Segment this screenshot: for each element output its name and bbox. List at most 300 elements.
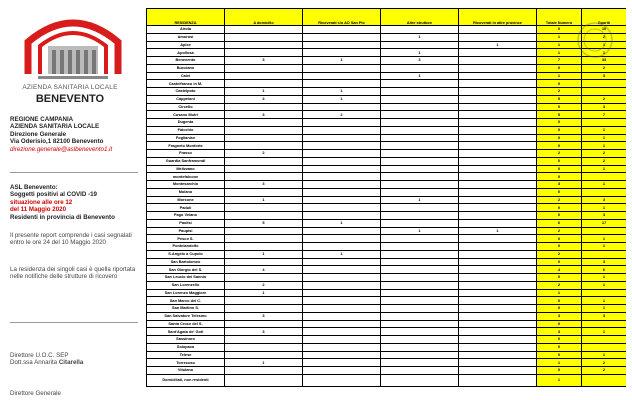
row-cell [381, 126, 459, 134]
row-cell [225, 297, 303, 305]
row-cell [225, 72, 303, 80]
note1: Il presente report comprende i casi segnalati entro le ore 24 del 10 Maggio 2020 [10, 232, 132, 247]
row-cell [303, 134, 381, 142]
row-cell [582, 250, 627, 258]
address: Via Oderisio,1 82100 Benevento [10, 138, 104, 146]
row-cell: 0 [537, 157, 582, 165]
table-row [147, 367, 627, 375]
row-cell [381, 359, 459, 367]
table-row [147, 134, 627, 142]
row-residenza: Faicchio [147, 126, 225, 134]
report-title1: ASL Benevento: [10, 184, 58, 191]
row-cell [303, 235, 381, 243]
row-cell: 5 [225, 219, 303, 227]
row-cell [381, 212, 459, 220]
row-cell [459, 26, 537, 34]
row-cell: 0 [537, 258, 582, 266]
row-cell [225, 49, 303, 57]
row-cell: 0 [537, 64, 582, 72]
row-cell: 7 [582, 111, 627, 119]
table-row [147, 336, 627, 344]
row-cell [303, 281, 381, 289]
table-row [147, 173, 627, 181]
row-cell [459, 64, 537, 72]
row-cell [459, 281, 537, 289]
row-cell [303, 367, 381, 375]
table-row [147, 212, 627, 220]
row-cell [225, 173, 303, 181]
row-cell [459, 359, 537, 367]
row-cell [381, 157, 459, 165]
row-cell [459, 328, 537, 336]
table-row [147, 204, 627, 212]
row-residenza: Molano [147, 188, 225, 196]
row-cell: 1 [582, 281, 627, 289]
row-cell: 3 [225, 57, 303, 65]
row-cell [225, 258, 303, 266]
row-residenza: Pontelandolfo [147, 243, 225, 251]
row-cell: 1 [537, 72, 582, 80]
row-cell [381, 150, 459, 158]
row-cell: 6 [537, 219, 582, 227]
header-residenza: RESIDENZA [147, 9, 225, 26]
row-cell: 2 [537, 88, 582, 96]
row-cell [225, 367, 303, 375]
row-residenza: Circello [147, 103, 225, 111]
row-cell: 0 [537, 165, 582, 173]
row-cell [303, 196, 381, 204]
row-cell [381, 95, 459, 103]
table-row [147, 343, 627, 351]
row-cell [459, 343, 537, 351]
table-row [147, 72, 627, 80]
row-cell [459, 312, 537, 320]
row-cell [303, 274, 381, 282]
row-cell: 3 [582, 72, 627, 80]
row-cell [582, 336, 627, 344]
row-cell: 1 [537, 359, 582, 367]
row-cell [459, 49, 537, 57]
row-cell [459, 157, 537, 165]
row-cell [225, 165, 303, 173]
row-residenza: Benevento [147, 57, 225, 65]
row-cell [303, 227, 381, 235]
row-cell: 1 [582, 274, 627, 282]
row-cell [381, 297, 459, 305]
table-row [147, 266, 627, 274]
row-cell [459, 173, 537, 181]
header-san-pio: Ricoverati c/o AO San Pio [303, 9, 381, 26]
table-row [147, 57, 627, 65]
row-cell: 3 [537, 312, 582, 320]
row-cell [303, 305, 381, 313]
row-cell [381, 111, 459, 119]
row-cell [303, 126, 381, 134]
row-cell [459, 219, 537, 227]
row-residenza: Airola [147, 26, 225, 34]
row-cell [459, 204, 537, 212]
row-residenza: Sant'Agata de' Goti [147, 328, 225, 336]
row-cell [225, 134, 303, 142]
row-residenza: Apice [147, 41, 225, 49]
row-cell [225, 157, 303, 165]
row-cell [459, 134, 537, 142]
row-cell [459, 88, 537, 96]
row-cell [459, 188, 537, 196]
row-cell [381, 41, 459, 49]
cases-table [146, 8, 626, 400]
row-cell [303, 212, 381, 220]
row-cell: 1 [303, 250, 381, 258]
row-cell [225, 41, 303, 49]
row-cell: 1 [582, 165, 627, 173]
row-cell [459, 297, 537, 305]
table-row [147, 243, 627, 251]
header-guariti: Guariti [582, 9, 627, 26]
row-cell [381, 165, 459, 173]
row-cell [303, 165, 381, 173]
row-cell: 2 [582, 367, 627, 375]
table-row [147, 219, 627, 227]
dept: Direzione Generale [10, 130, 67, 138]
row-cell: 2 [537, 150, 582, 158]
row-cell [459, 95, 537, 103]
row-cell: 0 [537, 80, 582, 88]
row-cell [225, 80, 303, 88]
row-cell: 4 [225, 95, 303, 103]
row-residenza: San Lorenzello [147, 281, 225, 289]
row-cell [459, 212, 537, 220]
table-row [147, 359, 627, 367]
sidebar [0, 0, 140, 400]
note2: La residenza dei singoli casi è quella riportata nelle notifiche delle strutture di ricovero [10, 266, 136, 281]
sign2-role: Direttore Generale [10, 390, 61, 397]
row-cell [225, 212, 303, 220]
row-cell [225, 33, 303, 41]
row-cell: 3 [582, 212, 627, 220]
row-residenza: Fragneto Monforte [147, 142, 225, 150]
row-residenza: Santa Croce del S. [147, 320, 225, 328]
row-cell: 1 [303, 219, 381, 227]
row-cell [225, 235, 303, 243]
row-cell [582, 374, 627, 386]
row-residenza: Cappelani [147, 95, 225, 103]
table-row [147, 126, 627, 134]
row-cell [225, 336, 303, 344]
row-cell [225, 126, 303, 134]
row-cell [225, 274, 303, 282]
row-cell [459, 126, 537, 134]
row-cell [459, 274, 537, 282]
row-cell: 0 [537, 367, 582, 375]
row-residenza: Paupisi [147, 227, 225, 235]
row-cell: 0 [537, 212, 582, 220]
row-cell: 1 [537, 33, 582, 41]
row-cell [303, 49, 381, 57]
table-row [147, 157, 627, 165]
row-cell [459, 150, 537, 158]
row-cell [459, 57, 537, 65]
row-cell [303, 80, 381, 88]
header-domicilio: A domicilio [225, 9, 303, 26]
row-cell [303, 41, 381, 49]
table-row [147, 119, 627, 127]
row-cell: 1 [381, 227, 459, 235]
row-cell [582, 227, 627, 235]
row-cell: 2 [582, 150, 627, 158]
row-cell: 3 [225, 328, 303, 336]
row-cell [381, 274, 459, 282]
row-cell [381, 26, 459, 34]
row-cell [303, 297, 381, 305]
row-residenza: San Salvatore Telesino [147, 312, 225, 320]
row-cell [303, 320, 381, 328]
row-cell [225, 119, 303, 127]
row-cell: 1 [303, 95, 381, 103]
row-cell: 33 [582, 57, 627, 65]
row-cell: 10 [582, 26, 627, 34]
row-cell: 3 [582, 103, 627, 111]
row-cell: 1 [582, 297, 627, 305]
row-cell [303, 289, 381, 297]
row-cell [381, 305, 459, 313]
row-residenza: Morcone [147, 196, 225, 204]
row-residenza: San Marco dei C. [147, 297, 225, 305]
header-totale: Totale Numero [537, 9, 582, 26]
row-residenza: Solopaca [147, 343, 225, 351]
row-cell [459, 235, 537, 243]
row-cell: 1 [459, 41, 537, 49]
row-cell [459, 80, 537, 88]
row-cell [459, 181, 537, 189]
row-cell [225, 227, 303, 235]
row-cell [303, 181, 381, 189]
row-cell [381, 88, 459, 96]
row-residenza: Domiciliati, non residenti [147, 374, 225, 386]
row-residenza: Paduli [147, 204, 225, 212]
row-cell: 2 [537, 250, 582, 258]
row-cell: 3 [582, 312, 627, 320]
row-cell [381, 266, 459, 274]
row-cell [459, 258, 537, 266]
row-cell: 1 [582, 181, 627, 189]
table-row [147, 33, 627, 41]
row-cell [381, 80, 459, 88]
row-cell [303, 374, 381, 386]
row-cell [459, 250, 537, 258]
row-cell [381, 235, 459, 243]
row-cell [225, 142, 303, 150]
row-cell [381, 173, 459, 181]
table-row [147, 196, 627, 204]
row-cell [381, 289, 459, 297]
row-cell: 0 [537, 173, 582, 181]
table-row [147, 165, 627, 173]
row-residenza: San Giorgio del S. [147, 266, 225, 274]
row-cell: 0 [537, 320, 582, 328]
row-cell: 1 [582, 204, 627, 212]
table-row [147, 103, 627, 111]
row-cell: 2 [537, 227, 582, 235]
row-cell [381, 374, 459, 386]
report-title2: Soggetti positivi al COVID -19 [10, 191, 97, 199]
row-cell [381, 103, 459, 111]
row-cell: 0 [537, 336, 582, 344]
table-row [147, 351, 627, 359]
row-cell [303, 351, 381, 359]
row-residenza: Castelfranco in M. [147, 80, 225, 88]
row-cell: 1 [582, 126, 627, 134]
row-cell: 0 [537, 235, 582, 243]
sign1-role: Direttore U.O.C. SEP [10, 352, 69, 359]
row-cell: 0 [537, 188, 582, 196]
row-cell [225, 320, 303, 328]
row-cell: 1 [225, 88, 303, 96]
table-row [147, 188, 627, 196]
row-cell: 1 [381, 49, 459, 57]
table-row [147, 142, 627, 150]
row-residenza: Bucciano [147, 64, 225, 72]
table-row [147, 281, 627, 289]
row-cell: 3 [225, 312, 303, 320]
row-cell: 1 [537, 49, 582, 57]
row-residenza: San Lorenzo Maggiore [147, 289, 225, 297]
table-row [147, 320, 627, 328]
row-cell [582, 88, 627, 96]
row-cell: 2 [582, 95, 627, 103]
table-row [147, 95, 627, 103]
row-cell [459, 266, 537, 274]
row-cell: 1 [303, 88, 381, 96]
row-cell [303, 243, 381, 251]
row-cell [303, 157, 381, 165]
row-cell: 7 [537, 57, 582, 65]
row-cell: 0 [537, 119, 582, 127]
row-cell: 3 [225, 111, 303, 119]
row-residenza: Calvi [147, 72, 225, 80]
row-cell [303, 204, 381, 212]
row-cell [303, 359, 381, 367]
row-cell [303, 343, 381, 351]
row-cell: 1 [582, 243, 627, 251]
row-cell: 5 [537, 111, 582, 119]
row-cell: 0 [537, 126, 582, 134]
row-cell: 2 [225, 281, 303, 289]
row-residenza: Telese [147, 351, 225, 359]
row-cell: 2 [582, 33, 627, 41]
row-residenza: Pesco S. [147, 235, 225, 243]
row-cell: 1 [225, 359, 303, 367]
row-cell [303, 266, 381, 274]
row-cell [303, 72, 381, 80]
table-header-row [147, 9, 627, 26]
row-residenza: Pago Veiano [147, 212, 225, 220]
table-row [147, 49, 627, 57]
row-cell [459, 33, 537, 41]
row-cell [225, 343, 303, 351]
row-cell: 0 [537, 343, 582, 351]
row-residenza: Paolisi [147, 219, 225, 227]
row-cell [381, 64, 459, 72]
row-cell [582, 320, 627, 328]
row-cell: 1 [225, 250, 303, 258]
row-cell [582, 188, 627, 196]
row-cell [582, 80, 627, 88]
row-cell [303, 26, 381, 34]
row-cell [381, 142, 459, 150]
row-cell: 3 [537, 181, 582, 189]
row-cell: 5 [537, 95, 582, 103]
table-row [147, 41, 627, 49]
row-residenza: montefalcone [147, 173, 225, 181]
row-cell: 2 [582, 157, 627, 165]
row-residenza: San Martino S. [147, 305, 225, 313]
table-row [147, 227, 627, 235]
row-cell: 4 [537, 266, 582, 274]
row-cell: 0 [537, 142, 582, 150]
row-cell [459, 289, 537, 297]
row-cell [303, 188, 381, 196]
row-residenza: Dugenta [147, 119, 225, 127]
row-cell: 1 [225, 289, 303, 297]
row-cell: 0 [537, 26, 582, 34]
row-residenza: Cusano Mutri [147, 111, 225, 119]
row-cell: 2 [537, 281, 582, 289]
row-cell [303, 312, 381, 320]
table-row [147, 26, 627, 34]
report-date2: del 11 Maggio 2020 [10, 206, 67, 214]
row-cell [381, 328, 459, 336]
row-cell [459, 72, 537, 80]
header-altre-strutture: Altre strutture [381, 9, 459, 26]
row-cell [381, 250, 459, 258]
row-residenza: Apollosa [147, 49, 225, 57]
row-cell: 0 [537, 204, 582, 212]
row-cell: 1 [381, 196, 459, 204]
row-cell [381, 134, 459, 142]
row-cell [303, 103, 381, 111]
row-cell: 0 [537, 297, 582, 305]
table-row [147, 250, 627, 258]
row-cell [381, 367, 459, 375]
row-cell [225, 374, 303, 386]
row-cell [381, 336, 459, 344]
row-residenza: Castelpoto [147, 88, 225, 96]
table-row [147, 88, 627, 96]
row-cell [303, 142, 381, 150]
row-cell [381, 243, 459, 251]
row-cell [225, 188, 303, 196]
row-cell: 1 [582, 49, 627, 57]
row-cell: 1 [381, 72, 459, 80]
row-cell [459, 142, 537, 150]
row-cell: 0 [537, 134, 582, 142]
row-residenza: Torrecuso [147, 359, 225, 367]
row-cell [381, 119, 459, 127]
email-link[interactable]: direzione.generale@aslbenevento1.it [10, 145, 113, 153]
row-cell: 3 [537, 328, 582, 336]
row-cell: 1 [459, 227, 537, 235]
table-row [147, 235, 627, 243]
row-cell [459, 320, 537, 328]
row-cell [381, 188, 459, 196]
row-cell: 1 [303, 57, 381, 65]
row-cell: 0 [537, 305, 582, 313]
row-cell: 1 [582, 134, 627, 142]
row-cell [459, 111, 537, 119]
row-cell: 1 [537, 41, 582, 49]
row-cell [459, 103, 537, 111]
